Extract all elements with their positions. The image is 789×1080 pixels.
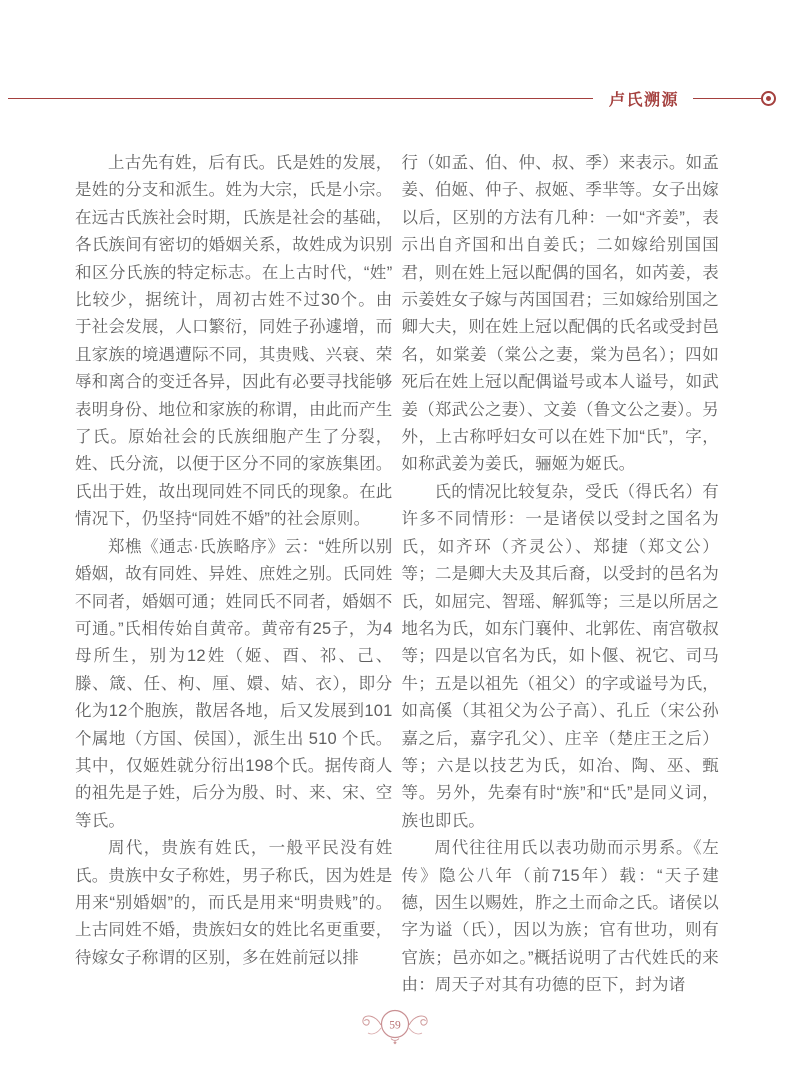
page-number-ornament xyxy=(353,1004,437,1050)
page-header xyxy=(8,89,776,107)
page-number: 59 xyxy=(388,1019,401,1032)
paragraph: 周代往往用氏以表功勋而示男系。《左传》隐公八年（前715年）载：“天子建德，因生以赐姓，胙之土而命之氏。诸侯以字为谥（氏），因以为族；官有世功，则有官族；邑亦如之。”概括说明了古代姓氏的来由：周天子对其有功德的臣下，封为诸 xyxy=(401,839,719,995)
page-title: 卢氏溯源 xyxy=(608,91,679,109)
flourish-ornament xyxy=(353,1004,437,1050)
header-rule-right xyxy=(693,98,761,99)
right-column xyxy=(402,150,720,1000)
paragraph: 郑樵《通志·氏族略序》云：“姓所以别婚姻，故有同姓、异姓、庶姓之别。氏同姓不同者，婚姻可通；姓同氏不同者，婚姻不可通。”氏相传始自黄帝。黄帝有25子，为4母所生，别为12姓（姬、酉、祁、己、滕、箴、任、枸、厘、嬛、姞、衣），即分化为12个胞族，散居各地，后又发展到101个属地（方国、侯国），派生出 510 个氏。其中，仅姬姓就分衍出198个氏。据传商人的祖先是子姓，后分为殷、时、来、宋、空等氏。 xyxy=(75,537,393,830)
header-rule-left xyxy=(8,98,593,99)
paragraph: 行（如孟、伯、仲、叔、季）来表示。如孟姜、伯姬、仲子、叔姬、季芈等。女子出嫁以后，区别的方法有几种：一如“齐姜”，表示出自齐国和出自姜氏；二如嫁给别国国君，则在姓上冠以配偶的国名，如芮姜，表示姜姓女子嫁与芮国国君；三如嫁给别国之卿大夫，则在姓上冠以配偶的氏名或受封邑名，如棠姜（棠公之妻，棠为邑名）；四如死后在姓上冠以配偶谥号或本人谥号，如武姜（郑武公之妻）、文姜（鲁文公之妻）。另外，上古称呼妇女可以在姓下加“氏”，字，如称武姜为姜氏，骊姬为姬氏。 xyxy=(401,154,719,474)
article-body xyxy=(75,150,719,1000)
target-icon xyxy=(761,91,776,106)
paragraph: 上古先有姓，后有氏。氏是姓的发展，是姓的分支和派生。姓为大宗，氏是小宗。在远古氏族社会时期，氏族是社会的基础，各氏族间有密切的婚姻关系，故姓成为识别和区分氏族的特定标志。在上古时代，“姓”比较少，据统计，周初古姓不过30个。由于社会发展，人口繁衍，同姓子孙遽增，而且家族的境遇遭际不同，其贵贱、兴衰、荣辱和离合的变迁各异，因此有必要寻找能够表明身份、地位和家族的称谓，由此而产生了氏。原始社会的氏族细胞产生了分裂，姓、氏分流，以便于区分不同的家族集团。氏出于姓，故出现同姓不同氏的现象。在此情况下，仍坚持“同姓不婚”的社会原则。 xyxy=(75,154,393,529)
paragraph: 氏的情况比较复杂，受氏（得氏名）有许多不同情形：一是诸侯以受封之国名为氏，如齐环（齐灵公）、郑捷（郑文公）等；二是卿大夫及其后裔，以受封的邑名为氏，如屈完、智瑶、解狐等；三是以所居之地名为氏，如东门襄仲、北郭佐、南宫敬叔等；四是以官名为氏，如卜偃、祝它、司马牛；五是以祖先（祖父）的字或谥号为氏，如高傒（其祖父为公子高）、孔丘（宋公孙嘉之后，嘉字孔父）、庄辛（楚庄王之后）等；六是以技艺为氏，如冶、陶、巫、甄等。另外，先秦有时“族”和“氏”是同义词，族也即氏。 xyxy=(401,482,719,830)
left-column xyxy=(75,150,393,1000)
paragraph: 周代，贵族有姓氏，一般平民没有姓氏。贵族中女子称姓，男子称氏，因为姓是用来“别婚姻”的，而氏是用来“明贵贱”的。上古同姓不婚，贵族妇女的姓比名更重要，待嫁女子称谓的区别，多在姓前冠以排 xyxy=(75,839,393,967)
